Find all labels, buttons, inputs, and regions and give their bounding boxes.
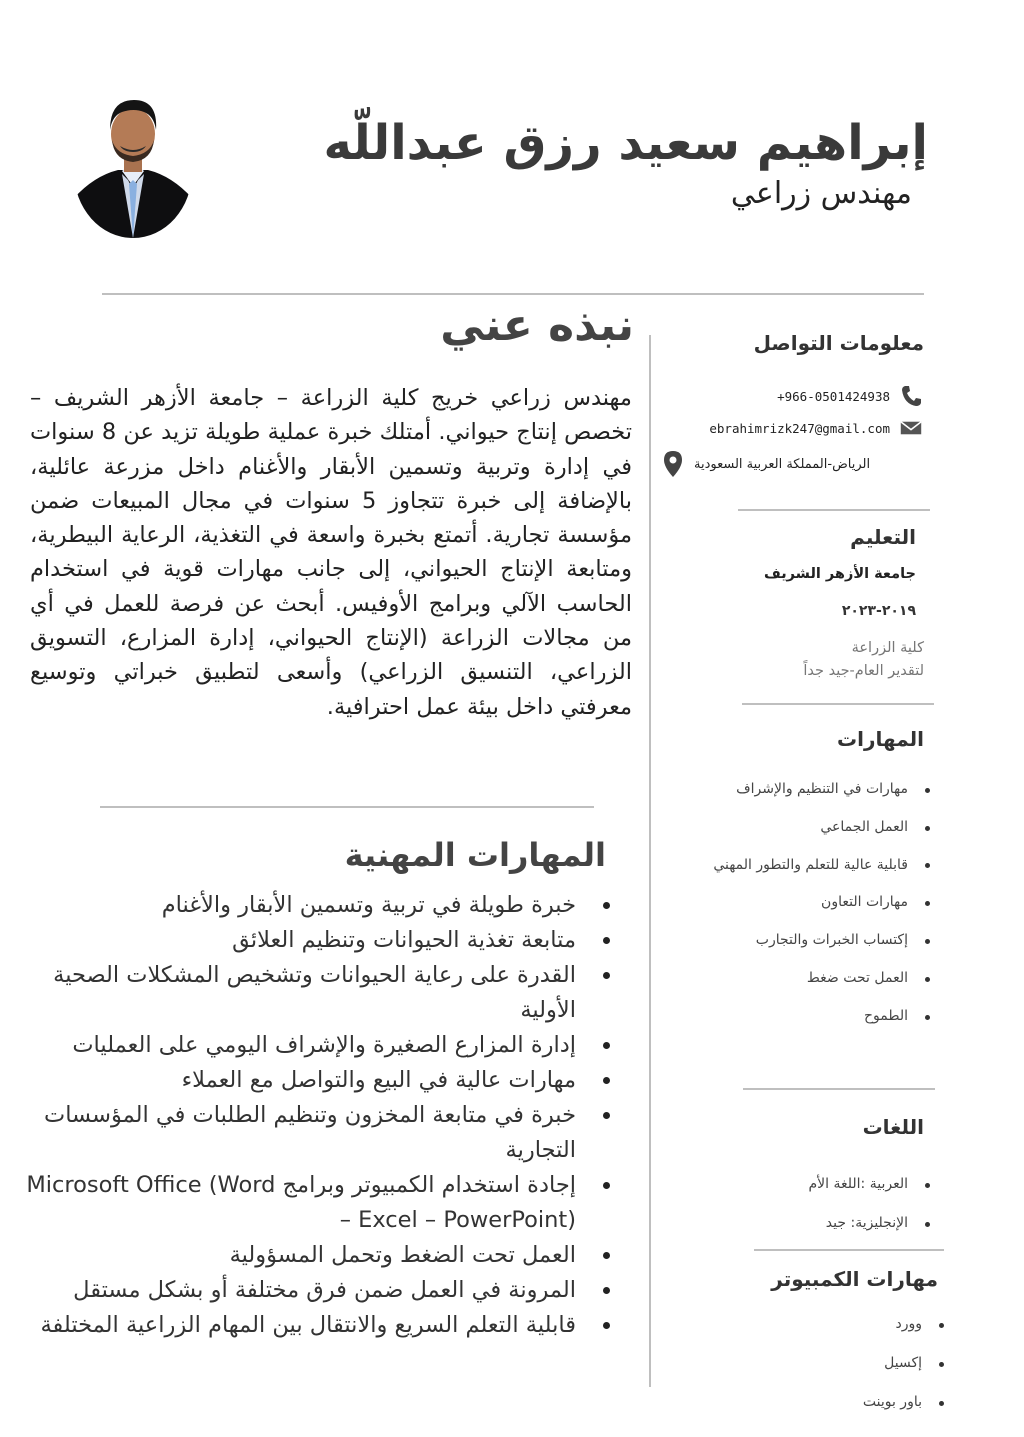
list-item: إدارة المزارع الصغيرة والإشراف اليومي على العمليات [10,1028,616,1063]
mail-icon [900,417,922,439]
list-item: إكتساب الخبرات والتجارب [684,922,934,960]
list-item: خبرة في متابعة المخزون وتنظيم الطلبات في المؤسسات التجارية [10,1098,616,1168]
contact-location-row [662,453,922,475]
list-item: إجادة استخدام الكمبيوتر وبرامج Microsoft Office (Word – Excel – PowerPoint) [10,1168,616,1238]
list-item: المرونة في العمل ضمن فرق مختلفة أو بشكل مستقل [10,1273,616,1308]
skills-title: المهارات [837,727,924,751]
list-item: إكسيل [748,1344,948,1383]
languages-title: اللغات [862,1115,924,1139]
profile-photo [74,94,192,238]
candidate-name: إبراهيم سعيد رزق عبداللّه [323,115,928,171]
job-title: مهندس زراعي [730,176,912,211]
sidebar-divider [738,509,930,511]
about-title: نبذه عني [440,300,634,351]
about-text: مهندس زراعي خريج كلية الزراعة – جامعة الأزهر الشريف – تخصص إنتاج حيواني. أمتلك خبرة عملية طويلة تزيد عن 8 سنوات في إدارة وتربية وتسمين الأبقار والأغنام داخل مزرعة عائلية، بالإضافة إلى خبرة تتجاوز 5 سنوات في مجال المبيعات ضمن مؤسسة تجارية. أتمتع بخبرة واسعة في التغذية، الرعاية البيطرية، ومتابعة الإنتاج الحيواني، إلى جانب مهارات قوية في استخدام الحاسب الآلي وبرامج الأوفيس. أبحث عن فرصة للعمل في أي من مجالات الزراعة (الإنتاج الحيواني، إدارة المزارع، التسويق الزراعي، التنسيق الزراعي) وأسعى لتطبيق خبراتي وتوسيع معرفتي داخل بيئة عمل احترافية. [30,385,633,720]
list-item: وورد [748,1305,948,1344]
list-item: العربية :اللغة الأم [684,1165,934,1204]
list-item: الإنجليزية: جيد [684,1204,934,1243]
avatar-icon [74,94,192,238]
education-grade: لتقدير العام-جيد جداً [803,663,924,679]
list-item: العمل الجماعي [684,809,934,847]
list-item: الطموح [684,998,934,1036]
professional-skills-title: المهارات المهنية [344,836,606,874]
contact-email-row [662,417,922,439]
professional-skills-list [10,888,616,1343]
column-divider [649,335,651,1387]
about-divider [100,806,594,808]
sidebar-divider [754,1249,944,1251]
education-years: ٢٠١٩-٢٠٢٣ [841,603,916,619]
contact-location: الرياض-المملكة العربية السعودية [694,456,871,472]
education-faculty: كلية الزراعة [851,640,924,656]
contact-phone-row [662,385,922,407]
list-item: قابلية التعلم السريع والانتقال بين المهام الزراعية المختلفة [10,1308,616,1343]
phone-icon [900,385,922,407]
contact-title: معلومات التواصل [753,331,924,355]
sidebar-divider [743,1088,935,1090]
computer-skills-title: مهارات الكمبيوتر [771,1267,938,1291]
list-item: خبرة طويلة في تربية وتسمين الأبقار والأغنام [10,888,616,923]
computer-skills-list [748,1305,948,1422]
list-item: العمل تحت ضغط [684,960,934,998]
list-item: مهارات عالية في البيع والتواصل مع العملاء [10,1063,616,1098]
list-item: متابعة تغذية الحيوانات وتنظيم العلائق [10,923,616,958]
skills-list [684,771,934,1036]
education-title: التعليم [850,525,916,549]
list-item: العمل تحت الضغط وتحمل المسؤولية [10,1238,616,1273]
sidebar-divider [742,703,934,705]
education-university: جامعة الأزهر الشريف [763,566,916,582]
location-pin-icon [662,453,684,475]
list-item: مهارات في التنظيم والإشراف [684,771,934,809]
list-item: باور بوينت [748,1383,948,1422]
list-item: القدرة على رعاية الحيوانات وتشخيص المشكلات الصحية الأولية [10,958,616,1028]
contact-email[interactable]: ebrahimrizk247@gmail.com [709,420,890,436]
languages-list [684,1165,934,1243]
list-item: مهارات التعاون [684,884,934,922]
list-item: قابلية عالية للتعلم والتطور المهني [684,847,934,885]
contact-phone[interactable]: +966-0501424938 [777,388,890,404]
header-divider [102,293,924,295]
